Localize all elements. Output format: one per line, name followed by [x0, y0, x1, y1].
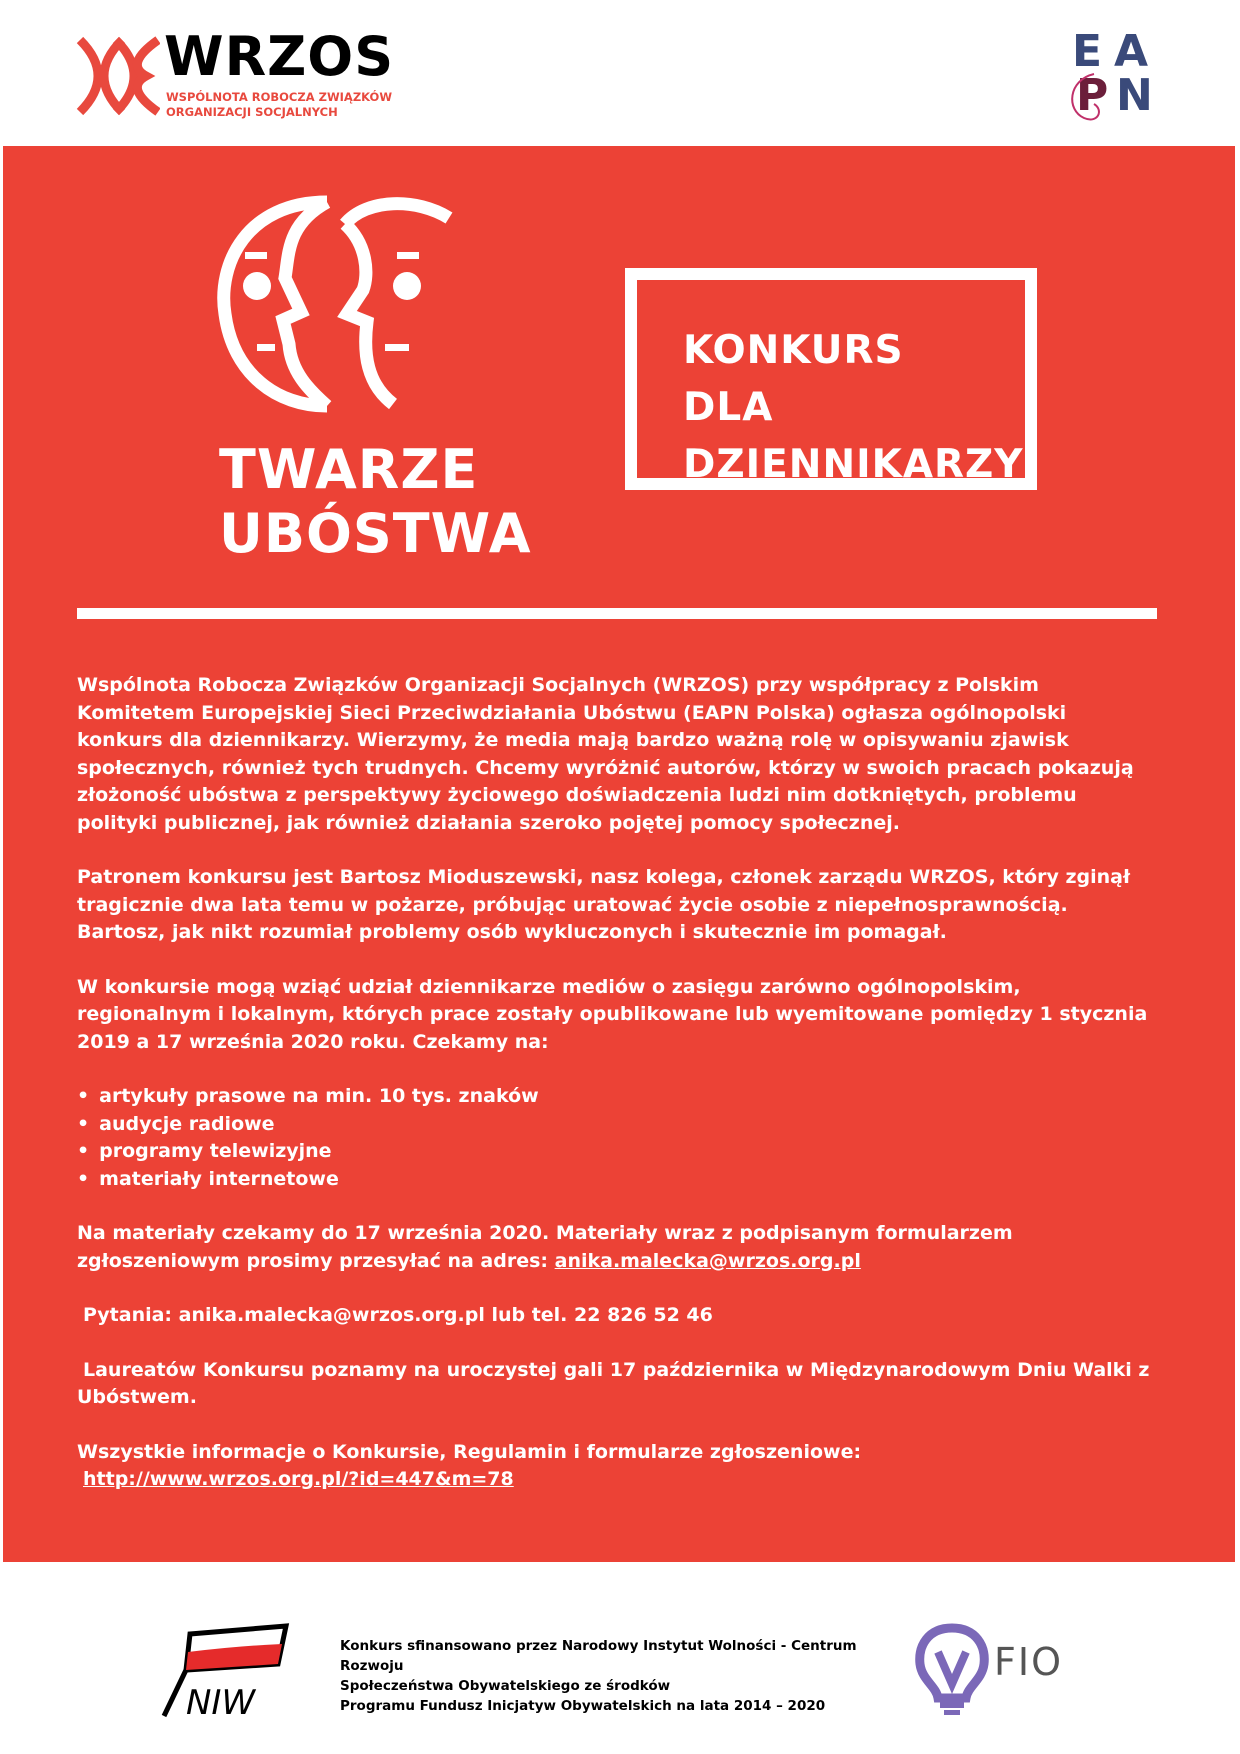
wrzos-subtitle: WSPÓLNOTA ROBOCZA ZWIĄZKÓW ORGANIZACJI SOCJALNYCH	[166, 90, 393, 119]
patron-paragraph: Patronem konkursu jest Bartosz Mioduszewski, nasz kolega, członek zarządu WRZOS, który zginął tragicznie dwa lata temu w pożarze, próbując uratować życie osobie z niepełnosprawnością. Bartosz, jak nikt rozumiał problemy osób wykluczonych i skutecznie im pomagał.	[77, 866, 1131, 943]
deadline-email-link[interactable]: anika.malecka@wrzos.org.pl	[554, 1249, 861, 1272]
eapn-letter-a: A	[1114, 26, 1149, 77]
fio-label: FIO	[994, 1640, 1063, 1684]
campaign-panel	[3, 146, 1235, 1562]
wrzos-logo-icon	[76, 34, 160, 118]
campaign-title-line1: TWARZE	[219, 438, 479, 501]
wrzos-logo	[76, 25, 395, 124]
konkurs-box	[625, 268, 1037, 490]
wrzos-name: WRZOS	[164, 25, 395, 88]
info-paragraph	[77, 1439, 1157, 1494]
funding-note-line1: Konkurs sfinansowano przez Narodowy Instytut Wolności - Centrum Rozwoju	[340, 1638, 857, 1674]
deadline-text: Na materiały czekamy do 17 września 2020. Materiały wraz z podpisanym formularzem zgłoszeniowym prosimy przesyłać na adres:	[77, 1222, 1013, 1272]
fio-bulb-icon	[914, 1622, 990, 1718]
announcement-body	[77, 672, 1157, 1521]
page-footer	[0, 1562, 1240, 1754]
list-item: • programy telewizyjne	[77, 1138, 1157, 1166]
konkurs-line3: DZIENNIKARZY	[683, 442, 1024, 487]
laureates-paragraph: Laureatów Konkursu poznamy na uroczystej gali 17 października w Międzynarodowym Dniu Walki z Ubóstwem.	[77, 1358, 1150, 1408]
two-faces-icon	[217, 194, 457, 414]
funding-note-line3: Programu Fundusz Inicjatyw Obywatelskich na lata 2014 – 2020	[340, 1698, 826, 1714]
divider	[77, 608, 1157, 619]
funding-note	[340, 1636, 860, 1716]
niw-flag-icon	[156, 1620, 296, 1720]
info-label: Wszystkie informacje o Konkursie, Regulamin i formularze zgłoszeniowe:	[77, 1440, 862, 1463]
participation-paragraph: W konkursie mogą wziąć udział dziennikarze mediów o zasięgu zarówno ogólnopolskim, regionalnym i lokalnym, których prace zostały opublikowane lub wyemitowane pomiędzy 1 stycznia 2019 a 17 września 2020 roku. Czekamy na:	[77, 975, 1148, 1053]
niw-label: NIW	[186, 1683, 256, 1720]
list-item: • audycje radiowe	[77, 1111, 1157, 1139]
eapn-logo	[1070, 26, 1162, 124]
info-link[interactable]: http://www.wrzos.org.pl/?id=447&m=78	[83, 1468, 514, 1490]
campaign-title	[219, 438, 532, 566]
categories-list	[77, 1083, 1157, 1193]
konkurs-line2: DLA	[683, 385, 774, 430]
funding-note-line2: Społeczeństwa Obywatelskiego ze środków	[340, 1678, 671, 1694]
konkurs-heading	[683, 322, 1024, 493]
eapn-letter-n: N	[1116, 70, 1153, 121]
questions-paragraph: Pytania: anika.malecka@wrzos.org.pl lub tel. 22 826 52 46	[83, 1304, 713, 1326]
intro-paragraph: Wspólnota Robocza Związków Organizacji Socjalnych (WRZOS) przy współpracy z Polskim Komitetem Europejskiej Sieci Przeciwdziałania Ubóstwu (EAPN Polska) ogłasza ogólnopolski konkurs dla dziennikarzy. Wierzymy, że media mają bardzo ważną rolę w opisywaniu zjawisk społecznych, również tych trudnych. Chcemy wyróżnić autorów, którzy w swoich pracach pokazują złożoność ubóstwa z perspektywy życiowego doświadczenia ludzi nim dotkniętych, problemu polityki publicznej, jak również działania szeroko pojętej pomocy społecznej.	[77, 674, 1134, 834]
page-header	[0, 0, 1240, 146]
list-item: • artykuły prasowe na min. 10 tys. znaków	[77, 1083, 1157, 1111]
list-item: • materiały internetowe	[77, 1166, 1157, 1194]
fio-logo	[914, 1622, 1074, 1722]
deadline-paragraph	[77, 1220, 1157, 1275]
eapn-scribble-icon	[1064, 70, 1124, 126]
eapn-letter-e: E	[1072, 26, 1103, 77]
niw-logo	[156, 1620, 296, 1720]
eapn-letter-p: P	[1076, 70, 1109, 121]
campaign-title-line2: UBÓSTWA	[219, 502, 532, 565]
konkurs-line1: KONKURS	[683, 328, 904, 373]
